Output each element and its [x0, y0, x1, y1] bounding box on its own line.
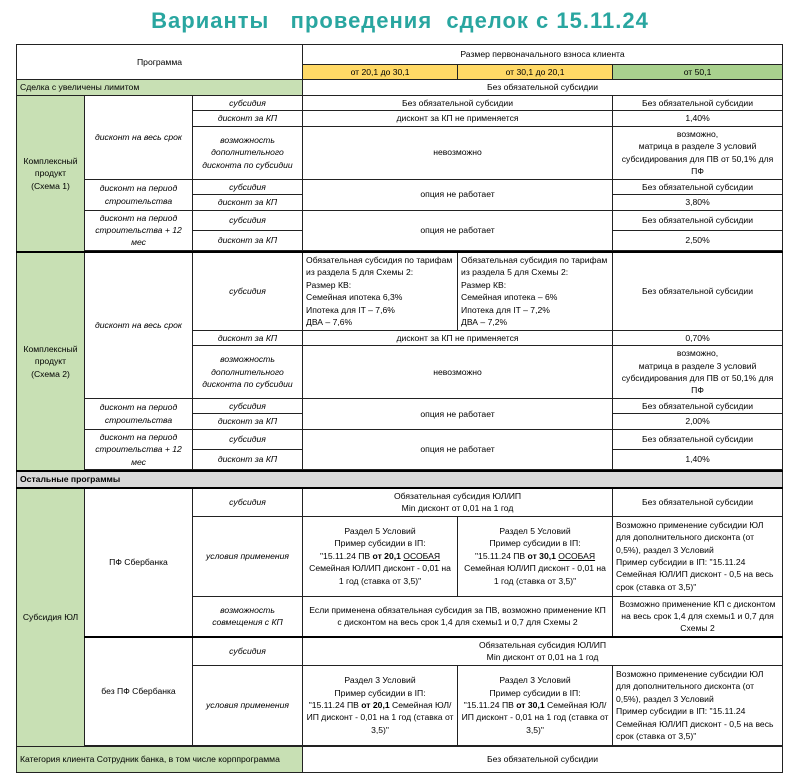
s2-r3-mid: невозможно: [303, 346, 613, 399]
limit-label: Сделка с увеличены лимитом: [17, 80, 303, 95]
s2-r1-c2: Обязательная субсидия по тарифам из раздела 5 для Схемы 2: Размер КВ: Семейная ипотека – 6% Ипотека для IT – 7,2% ДВА – 7,2%: [458, 252, 613, 330]
pf-subsidy-mid: Обязательная субсидия ЮЛ/ИП Min дисконт от 0,01 на 1 год: [303, 488, 613, 516]
s2-r7-right: 1,40%: [613, 449, 783, 469]
s2-subsidy-label-3: субсидия: [193, 429, 303, 449]
pf-cond-c1: Раздел 5 Условий Пример субсидии в IП: "15.11.24 ПВ от 20,1 ОСОБАЯ Семейная ЮЛ/ИП дисконт - 0,01 на 1 год (ставка от 3,5)": [303, 516, 458, 596]
header-col2: от 30,1 до 20,1: [458, 65, 613, 80]
s1-r4-right: Без обязательной субсидии: [613, 179, 783, 194]
s1-possibility-label: возможность дополнительного дисконта по субсидии: [193, 126, 303, 179]
s2-option-na-1: опция не работает: [303, 398, 613, 429]
subsidy-ul-label: Субсидия ЮЛ: [17, 488, 85, 747]
s1-option-na-2: опция не работает: [303, 210, 613, 250]
pf-combine-right: Возможно применение КП с дисконтом на весь срок 1,4 для схемы1 и 0,7 для Схемы 2: [613, 596, 783, 637]
header-downpayment: Размер первоначального взноса клиента: [303, 45, 783, 65]
s2-r3-right: возможно, матрица в разделе 3 условий субсидирования для ПВ от 50,1% для ПФ: [613, 346, 783, 399]
s2-kp-label-2: дисконт за КП: [193, 414, 303, 429]
s1-r3-mid: невозможно: [303, 126, 613, 179]
nopf-cond-c3: Возможно применение субсидии ЮЛ для дополнительного дисконта (от 0,5%), раздел 3 Условий Пример субсидии в IП: "15.11.24 Семейная ЮЛ/ИП дисконт - 0,5 на весь срок (ставка от 3,5)": [613, 665, 783, 745]
s2-kp-label-3: дисконт за КП: [193, 449, 303, 469]
s2-r2-right: 0,70%: [613, 330, 783, 345]
s1-r2-right: 1,40%: [613, 111, 783, 126]
s2-r4-right: Без обязательной субсидии: [613, 398, 783, 413]
s1-kp-label-2: дисконт за КП: [193, 195, 303, 210]
nopf-cond-c1: Раздел 3 Условий Пример субсидии в IП: "15.11.24 ПВ от 20,1 Семейная ЮЛ/ИП дисконт - 0,01 на 1 год (ставка от 3,5)": [303, 665, 458, 745]
s2-r1-right: Без обязательной субсидии: [613, 252, 783, 330]
employee-value: Без обязательной субсидии: [303, 746, 783, 772]
scheme2-period: дисконт на период строительства: [85, 398, 193, 429]
nopf-cond-c2: Раздел 3 Условий Пример субсидии в IП: "15.11.24 ПВ от 30,1 Семейная ЮЛ/ИП дисконт - 0,01 на 1 год (ставка от 3,5)": [458, 665, 613, 745]
employee-label: Категория клиента Сотрудник банка, в том числе корппрограмма: [17, 746, 303, 772]
pf-combine-mid: Если применена обязательная субсидия за ПВ, возможно применение КП с дисконтом на весь срок 1,4 для схемы1 и 0,7 для Схемы 2: [303, 596, 613, 637]
deals-table: [16, 44, 783, 773]
scheme1-full-term: дисконт на весь срок: [85, 95, 193, 179]
scheme1-period: дисконт на период строительства: [85, 179, 193, 210]
s2-r2-mid: дисконт за КП не применяется: [303, 330, 613, 345]
header-col1: от 20,1 до 30,1: [303, 65, 458, 80]
s2-r6-right: Без обязательной субсидии: [613, 429, 783, 449]
pf-subsidy-label: субсидия: [193, 488, 303, 516]
s1-kp-label-3: дисконт за КП: [193, 230, 303, 250]
s1-subsidy-label: субсидия: [193, 95, 303, 110]
s2-kp-label: дисконт за КП: [193, 330, 303, 345]
scheme2-period12: дисконт на период строительства + 12 мес: [85, 429, 193, 469]
s1-subsidy-label-2: субсидия: [193, 179, 303, 194]
s2-option-na-2: опция не работает: [303, 429, 613, 469]
nopf-subsidy-value: Обязательная субсидия ЮЛ/ИП Min дисконт от 0,01 на 1 год: [303, 637, 783, 665]
s1-r7-right: 2,50%: [613, 230, 783, 250]
s1-r3-right: возможно, матрица в разделе 3 условий субсидирования для ПВ от 50,1% для ПФ: [613, 126, 783, 179]
header-program: Программа: [17, 45, 303, 80]
scheme1-name: Комплексный продукт (Схема 1): [17, 95, 85, 251]
s1-r5-right: 3,80%: [613, 195, 783, 210]
pf-conditions-label: условия применения: [193, 516, 303, 596]
s1-kp-label: дисконт за КП: [193, 111, 303, 126]
scheme2-full-term: дисконт на весь срок: [85, 252, 193, 398]
s1-option-na-1: опция не работает: [303, 179, 613, 210]
s2-possibility-label: возможность дополнительного дисконта по субсидии: [193, 346, 303, 399]
scheme2-name: Комплексный продукт (Схема 2): [17, 252, 85, 471]
s2-r5-right: 2,00%: [613, 414, 783, 429]
nopf-subsidy-label: субсидия: [193, 637, 303, 665]
no-pf-sber-label: без ПФ Сбербанка: [85, 637, 193, 745]
scheme1-period12: дисконт на период строительства + 12 мес: [85, 210, 193, 250]
limit-value: Без обязательной субсидии: [303, 80, 783, 95]
s1-r6-right: Без обязательной субсидии: [613, 210, 783, 230]
s1-r1-mid: Без обязательной субсидии: [303, 95, 613, 110]
s1-r2-mid: дисконт за КП не применяется: [303, 111, 613, 126]
pf-cond-c3: Возможно применение субсидии ЮЛ для дополнительного дисконта (от 0,5%), раздел 3 Условий Пример субсидии в IП: "15.11.24 Семейная ЮЛ/ИП дисконт - 0,5 на весь срок (ставка от 3,5)": [613, 516, 783, 596]
pf-sber-label: ПФ Сбербанка: [85, 488, 193, 637]
header-col3: от 50,1: [613, 65, 783, 80]
s2-subsidy-label: субсидия: [193, 252, 303, 330]
s1-r1-right: Без обязательной субсидии: [613, 95, 783, 110]
other-programs-label: Остальные программы: [17, 471, 783, 487]
s2-r1-c1: Обязательная субсидия по тарифам из раздела 5 для Схемы 2: Размер КВ: Семейная ипотека 6,3% Ипотека для IT – 7,6% ДВА – 7,6%: [303, 252, 458, 330]
s1-subsidy-label-3: субсидия: [193, 210, 303, 230]
pf-cond-c2: Раздел 5 Условий Пример субсидии в IП: "15.11.24 ПВ от 30,1 ОСОБАЯ Семейная ЮЛ/ИП дисконт - 0,01 на 1 год (ставка от 3,5)": [458, 516, 613, 596]
page-title: Варианты проведения сделок с 15.11.24: [151, 8, 649, 33]
nopf-conditions-label: условия применения: [193, 665, 303, 745]
pf-subsidy-right: Без обязательной субсидии: [613, 488, 783, 516]
pf-combine-label: возможность совмещения с КП: [193, 596, 303, 637]
s2-subsidy-label-2: субсидия: [193, 398, 303, 413]
